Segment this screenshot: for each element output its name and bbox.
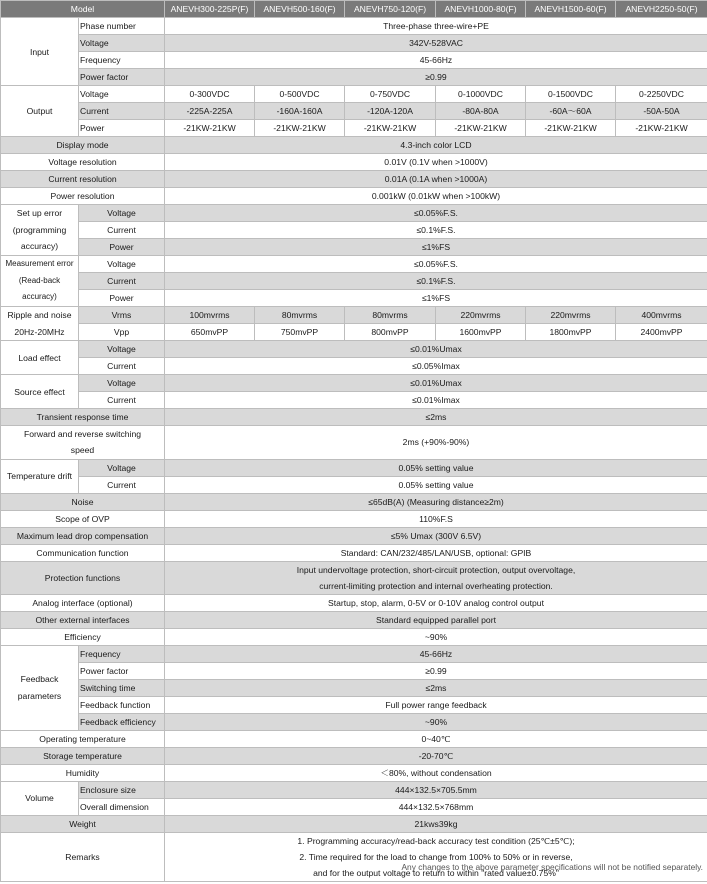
temp-current-name: Current <box>79 476 165 493</box>
table-row <box>1 713 707 730</box>
humidity-value: ＜80%, without condensation <box>165 764 707 781</box>
measurement-error-label: Measurement error (Read-back accuracy) <box>1 256 79 307</box>
table-row <box>1 815 707 832</box>
output-current-1: -225A-225A <box>165 103 255 120</box>
feedback-efficiency-name: Feedback efficiency <box>79 713 165 730</box>
table-row <box>1 205 707 222</box>
source-current-value: ≤0.01%Imax <box>165 392 707 409</box>
table-row <box>1 696 707 713</box>
overall-dimension-name: Overall dimension <box>79 798 165 815</box>
ripple-vrms-4: 220mvrms <box>436 307 526 324</box>
table-row <box>1 561 707 594</box>
header-row <box>1 1 707 18</box>
ripple-vrms-3: 80mvrms <box>345 307 436 324</box>
model-label: Model <box>1 1 165 18</box>
temp-current-value: 0.05% setting value <box>165 476 707 493</box>
switching-name: Forward and reverse switching speed <box>1 426 165 460</box>
temp-voltage-name: Voltage <box>79 459 165 476</box>
noise-name: Noise <box>1 493 165 510</box>
output-current-3: -120A-120A <box>345 103 436 120</box>
source-effect-label: Source effect <box>1 375 79 409</box>
load-current-value: ≤0.05%Imax <box>165 358 707 375</box>
ripple-vpp-1: 650mvPP <box>165 324 255 341</box>
output-power-4: -21KW-21KW <box>436 120 526 137</box>
source-voltage-value: ≤0.01%Umax <box>165 375 707 392</box>
table-row <box>1 222 707 239</box>
other-interfaces-name: Other external interfaces <box>1 611 165 628</box>
table-row <box>1 781 707 798</box>
weight-value: 21kws39kg <box>165 815 707 832</box>
table-row <box>1 426 707 460</box>
power-resolution-name: Power resolution <box>1 188 165 205</box>
load-current-name: Current <box>79 358 165 375</box>
remarks-line-3: and for the output voltage to return to within "rated value±0.75%" <box>313 868 559 879</box>
model-2: ANEVH500-160(F) <box>255 1 345 18</box>
table-row <box>1 86 707 103</box>
table-row <box>1 628 707 645</box>
ripple-vpp-2: 750mvPP <box>255 324 345 341</box>
output-power-2: -21KW-21KW <box>255 120 345 137</box>
table-row <box>1 527 707 544</box>
table-row <box>1 392 707 409</box>
switching-value: 2ms (+90%-90%) <box>165 426 707 460</box>
temp-voltage-value: 0.05% setting value <box>165 459 707 476</box>
table-row <box>1 154 707 171</box>
feedback-label: Feedback parameters <box>1 645 79 730</box>
output-voltage-name: Voltage <box>79 86 165 103</box>
model-1: ANEVH300-225P(F) <box>165 1 255 18</box>
table-row <box>1 611 707 628</box>
table-row <box>1 69 707 86</box>
ripple-vrms-5: 220mvrms <box>526 307 616 324</box>
output-current-6: -50A-50A <box>616 103 707 120</box>
setup-current-value: ≤0.1%F.S. <box>165 222 707 239</box>
input-phase-value: Three-phase three-wire+PE <box>165 18 707 35</box>
ripple-vrms-name: Vrms <box>79 307 165 324</box>
ripple-vpp-5: 1800mvPP <box>526 324 616 341</box>
output-voltage-4: 0-1000VDC <box>436 86 526 103</box>
input-pf-name: Power factor <box>79 69 165 86</box>
operating-temp-value: 0~40℃ <box>165 730 707 747</box>
table-row <box>1 18 707 35</box>
table-row <box>1 137 707 154</box>
remarks-line-2: 2. Time required for the load to change from 100% to 50% or in reverse, <box>299 852 573 863</box>
ovp-value: 110%F.S <box>165 510 707 527</box>
input-frequency-value: 45-66Hz <box>165 52 707 69</box>
efficiency-name: Efficiency <box>1 628 165 645</box>
ripple-vrms-6: 400mvrms <box>616 307 707 324</box>
measure-voltage-name: Voltage <box>79 256 165 273</box>
output-current-name: Current <box>79 103 165 120</box>
table-row <box>1 645 707 662</box>
table-row <box>1 341 707 358</box>
output-power-1: -21KW-21KW <box>165 120 255 137</box>
output-power-name: Power <box>79 120 165 137</box>
lead-drop-value: ≤5% Umax (300V 6.5V) <box>165 527 707 544</box>
input-frequency-name: Frequency <box>79 52 165 69</box>
setup-voltage-name: Voltage <box>79 205 165 222</box>
ripple-vpp-6: 2400mvPP <box>616 324 707 341</box>
remarks-value <box>165 832 707 882</box>
measure-current-value: ≤0.1%F.S. <box>165 273 707 290</box>
output-power-3: -21KW-21KW <box>345 120 436 137</box>
output-power-6: -21KW-21KW <box>616 120 707 137</box>
table-row <box>1 35 707 52</box>
protection-line-1: Input undervoltage protection, short-circuit protection, output overvoltage, <box>296 564 576 575</box>
table-row <box>1 510 707 527</box>
display-mode-value: 4.3-inch color LCD <box>165 137 707 154</box>
table-row <box>1 493 707 510</box>
ripple-vpp-4: 1600mvPP <box>436 324 526 341</box>
feedback-frequency-value: 45-66Hz <box>165 645 707 662</box>
other-interfaces-value: Standard equipped parallel port <box>165 611 707 628</box>
table-row <box>1 832 707 882</box>
protection-line-2: current-limiting protection and internal overheating protection. <box>319 580 553 591</box>
ripple-vpp-3: 800mvPP <box>345 324 436 341</box>
table-row <box>1 544 707 561</box>
ripple-vrms-1: 100mvrms <box>165 307 255 324</box>
table-row <box>1 188 707 205</box>
table-row <box>1 375 707 392</box>
analog-value: Startup, stop, alarm, 0-5V or 0-10V analog control output <box>165 594 707 611</box>
table-row <box>1 239 707 256</box>
output-power-5: -21KW-21KW <box>526 120 616 137</box>
feedback-pf-value: ≥0.99 <box>165 662 707 679</box>
current-resolution-value: 0.01A (0.1A when >1000A) <box>165 171 707 188</box>
model-6: ANEVH2250-50(F) <box>616 1 707 18</box>
operating-temp-name: Operating temperature <box>1 730 165 747</box>
output-voltage-5: 0-1500VDC <box>526 86 616 103</box>
load-effect-label: Load effect <box>1 341 79 375</box>
temp-drift-label: Temperature drift <box>1 459 79 493</box>
output-label: Output <box>1 86 79 137</box>
overall-dimension-value: 444×132.5×768mm <box>165 798 707 815</box>
table-row <box>1 662 707 679</box>
table-row <box>1 798 707 815</box>
table-row <box>1 747 707 764</box>
ripple-vpp-name: Vpp <box>79 324 165 341</box>
model-5: ANEVH1500-60(F) <box>526 1 616 18</box>
input-pf-value: ≥0.99 <box>165 69 707 86</box>
table-row <box>1 730 707 747</box>
output-current-5: -60A～60A <box>526 103 616 120</box>
input-voltage-value: 342V-528VAC <box>165 35 707 52</box>
setup-power-name: Power <box>79 239 165 256</box>
table-row <box>1 290 707 307</box>
power-resolution-value: 0.001kW (0.01kW when >100kW) <box>165 188 707 205</box>
measure-voltage-value: ≤0.05%F.S. <box>165 256 707 273</box>
feedback-switching-value: ≤2ms <box>165 679 707 696</box>
feedback-efficiency-value: ~90% <box>165 713 707 730</box>
input-voltage-name: Voltage <box>79 35 165 52</box>
table-row <box>1 273 707 290</box>
output-voltage-3: 0-750VDC <box>345 86 436 103</box>
communication-name: Communication function <box>1 544 165 561</box>
feedback-frequency-name: Frequency <box>79 645 165 662</box>
input-label: Input <box>1 18 79 86</box>
volume-label: Volume <box>1 781 79 815</box>
feedback-switching-name: Switching time <box>79 679 165 696</box>
table-row <box>1 171 707 188</box>
remarks-name: Remarks <box>1 832 165 882</box>
weight-name: Weight <box>1 815 165 832</box>
table-row <box>1 459 707 476</box>
output-voltage-6: 0-2250VDC <box>616 86 707 103</box>
efficiency-value: ~90% <box>165 628 707 645</box>
table-row <box>1 476 707 493</box>
load-voltage-name: Voltage <box>79 341 165 358</box>
measure-power-name: Power <box>79 290 165 307</box>
remarks-line-1: 1. Programming accuracy/read-back accuracy test condition (25℃±5℃); <box>297 835 575 846</box>
source-voltage-name: Voltage <box>79 375 165 392</box>
transient-value: ≤2ms <box>165 409 707 426</box>
setup-current-name: Current <box>79 222 165 239</box>
humidity-name: Humidity <box>1 764 165 781</box>
ovp-name: Scope of OVP <box>1 510 165 527</box>
setup-power-value: ≤1%FS <box>165 239 707 256</box>
load-voltage-value: ≤0.01%Umax <box>165 341 707 358</box>
ripple-label: Ripple and noise 20Hz-20MHz <box>1 307 79 341</box>
output-current-2: -160A-160A <box>255 103 345 120</box>
feedback-function-value: Full power range feedback <box>165 696 707 713</box>
current-resolution-name: Current resolution <box>1 171 165 188</box>
table-row <box>1 324 707 341</box>
protection-value <box>165 561 707 594</box>
table-row <box>1 679 707 696</box>
table-row <box>1 764 707 781</box>
voltage-resolution-name: Voltage resolution <box>1 154 165 171</box>
setup-voltage-value: ≤0.05%F.S. <box>165 205 707 222</box>
table-row <box>1 120 707 137</box>
communication-value: Standard: CAN/232/485/LAN/USB, optional: GPIB <box>165 544 707 561</box>
model-4: ANEVH1000-80(F) <box>436 1 526 18</box>
analog-name: Analog interface (optional) <box>1 594 165 611</box>
table-row <box>1 409 707 426</box>
ripple-vrms-2: 80mvrms <box>255 307 345 324</box>
setup-error-label: Set up error (programming accuracy) <box>1 205 79 256</box>
output-voltage-2: 0-500VDC <box>255 86 345 103</box>
display-mode-name: Display mode <box>1 137 165 154</box>
feedback-function-name: Feedback function <box>79 696 165 713</box>
input-phase-name: Phase number <box>79 18 165 35</box>
storage-temp-name: Storage temperature <box>1 747 165 764</box>
table-row <box>1 358 707 375</box>
table-row <box>1 594 707 611</box>
enclosure-size-value: 444×132.5×705.5mm <box>165 781 707 798</box>
measure-power-value: ≤1%FS <box>165 290 707 307</box>
model-3: ANEVH750-120(F) <box>345 1 436 18</box>
noise-value: ≤65dB(A) (Measuring distance≥2m) <box>165 493 707 510</box>
enclosure-size-name: Enclosure size <box>79 781 165 798</box>
footnote: Any changes to the above parameter specifications will not be notified separately. <box>401 862 703 872</box>
storage-temp-value: -20-70℃ <box>165 747 707 764</box>
measure-current-name: Current <box>79 273 165 290</box>
output-current-4: -80A-80A <box>436 103 526 120</box>
table-row <box>1 256 707 273</box>
protection-name: Protection functions <box>1 561 165 594</box>
source-current-name: Current <box>79 392 165 409</box>
voltage-resolution-value: 0.01V (0.1V when >1000V) <box>165 154 707 171</box>
table-row <box>1 307 707 324</box>
table-row <box>1 52 707 69</box>
output-voltage-1: 0-300VDC <box>165 86 255 103</box>
lead-drop-name: Maximum lead drop compensation <box>1 527 165 544</box>
table-row <box>1 103 707 120</box>
transient-name: Transient response time <box>1 409 165 426</box>
feedback-pf-name: Power factor <box>79 662 165 679</box>
